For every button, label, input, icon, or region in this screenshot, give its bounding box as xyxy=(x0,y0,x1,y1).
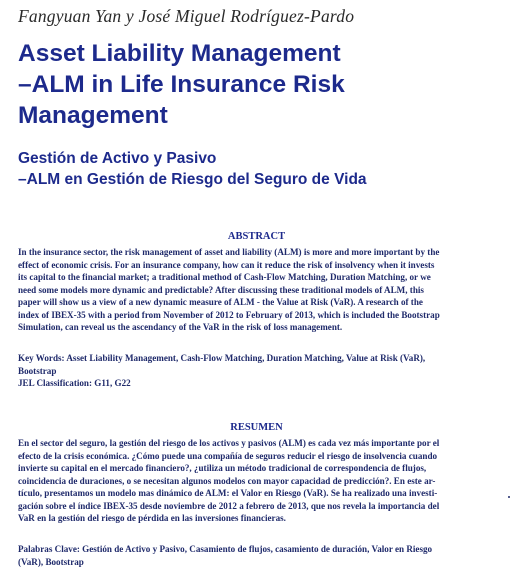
resumen-line: invierte su capital en el mercado financiero?, ¿utiliza un método tradicional de correspondencia de flujos, xyxy=(18,463,427,473)
margin-dot xyxy=(508,496,510,498)
abstract-line: In the insurance sector, the risk management of asset and liability (ALM) is more and more important by the xyxy=(18,247,440,257)
english-title-line: Management xyxy=(18,102,168,129)
abstract-line: effect of economic crisis. For an insurance company, how can it reduce the risk of insolvency when it invests xyxy=(18,259,435,270)
resumen-body xyxy=(18,437,493,525)
abstract-line: need some models more dynamic and predictable? After discussing these traditional models of ALM, this xyxy=(18,284,424,295)
english-title-line: Asset Liability Management xyxy=(18,40,341,67)
abstract-line: index of IBEX-35 with a period from November of 2012 to February of 2013, which is included the Bootstrap xyxy=(18,309,440,320)
jel-classification: JEL Classification: G11, G22 xyxy=(18,378,131,388)
abstract-heading: ABSTRACT xyxy=(227,231,286,242)
abstract-line: Simulation, can reveal us the ascendancy of the VaR in the risk of loss management. xyxy=(18,322,343,332)
resumen-line: tículo, presentamos un modelo mas dinámico de ALM: el Valor en Riesgo (VaR). Se ha realizado una investi- xyxy=(18,488,438,498)
resumen-line: efecto de la crisis económica. ¿Cómo puede una compañía de seguros reducir el riesgo de insolvencia cuando xyxy=(18,450,438,461)
authors: Fangyuan Yan y José Miguel Rodríguez-Pardo xyxy=(18,6,355,26)
english-title-line: –ALM in Life Insurance Risk xyxy=(18,71,345,98)
keywords-line: Palabras Clave: Gestión de Activo y Pasivo, Casamiento de flujos, casamiento de duración, Valor en Riesgo xyxy=(18,544,433,554)
abstract-keywords xyxy=(18,352,493,390)
keywords-line: (VaR), Bootstrap xyxy=(18,556,84,567)
english-title xyxy=(18,38,508,131)
keywords-line: Bootstrap xyxy=(18,365,57,376)
abstract-body xyxy=(18,246,493,334)
resumen-heading: RESUMEN xyxy=(230,422,283,433)
spanish-title xyxy=(18,148,508,190)
spanish-title-line: Gestión de Activo y Pasivo xyxy=(18,150,217,167)
resumen-line: coincidencia de duraciones, o se necesitan algunos modelos con mayor capacidad de predicción?. En este ar- xyxy=(18,475,436,486)
resumen-line: En el sector del seguro, la gestión del riesgo de los activos y pasivos (ALM) es cada vez más importante por el xyxy=(18,438,440,448)
resumen-line: gación sobre el índice IBEX-35 desde noviembre de 2012 a febrero de 2013, que nos revela la importancia del xyxy=(18,500,440,511)
keywords-line: Key Words: Asset Liability Management, Cash-Flow Matching, Duration Matching, Value at Risk (VaR), xyxy=(18,353,426,363)
abstract-line: paper will show us a view of a new dynamic measure of ALM - the Value at Risk (VaR). A research of the xyxy=(18,297,423,307)
resumen-line: VaR en la gestión del riesgo de pérdida en las inversiones financieras. xyxy=(18,513,286,523)
resumen-keywords xyxy=(18,543,493,568)
spanish-title-line: –ALM en Gestión de Riesgo del Seguro de Vida xyxy=(18,171,367,188)
abstract-line: its capital to the financial market; a traditional method of Cash-Flow Matching, Duration Matching, or we xyxy=(18,272,431,282)
